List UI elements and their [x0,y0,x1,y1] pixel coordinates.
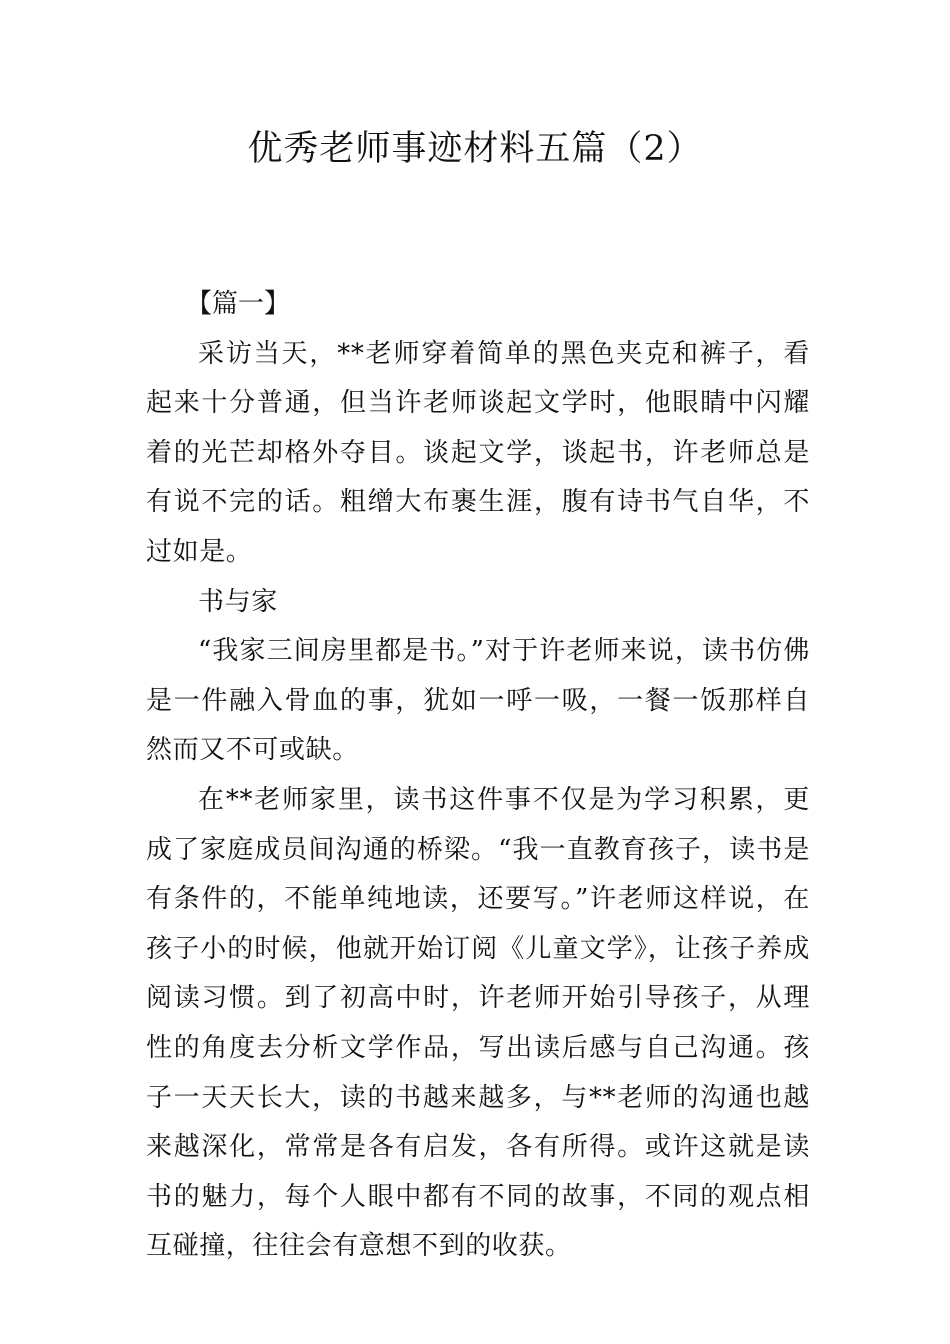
subheading-books-and-home: 书与家 [198,586,278,617]
paragraph-quote: “我家三间房里都是书。”对于许老师来说，读书仿佛是一件融入骨血的事，犹如一呼一吸，一餐一饭那样自然而又不可或缺。 [146,636,810,766]
paragraph-family-reading: 在**老师家里，读书这件事不仅是为学习积累，更成了家庭成员间沟通的桥梁。“我一直教育孩子，读书是有条件的，不能单纯地读，还要写。”许老师这样说，在孩子小的时候，他就开始订阅《儿童文学》，让孩子养成阅读习惯。到了初高中时，许老师开始引导孩子，从理性的角度去分析文学作品，写出读后感与自己沟通。孩子一天天长大，读的书越来越多，与**老师的沟通也越来越深化，常常是各有启发，各有所得。或许这就是读书的魅力，每个人眼中都有不同的故事，不同的观点相互碰撞，往往会有意想不到的收获。 [146,784,810,1262]
document-body [146,280,810,1272]
paragraph-intro: 采访当天，**老师穿着简单的黑色夹克和裤子，看起来十分普通，但当许老师谈起文学时，他眼睛中闪耀着的光芒却格外夺目。谈起文学，谈起书，许老师总是有说不完的话。粗缯大布裹生涯，腹有诗书气自华，不过如是。 [146,338,810,567]
document-title: 优秀老师事迹材料五篇（2） [247,129,703,169]
section-label: 【篇一】 [186,289,291,319]
